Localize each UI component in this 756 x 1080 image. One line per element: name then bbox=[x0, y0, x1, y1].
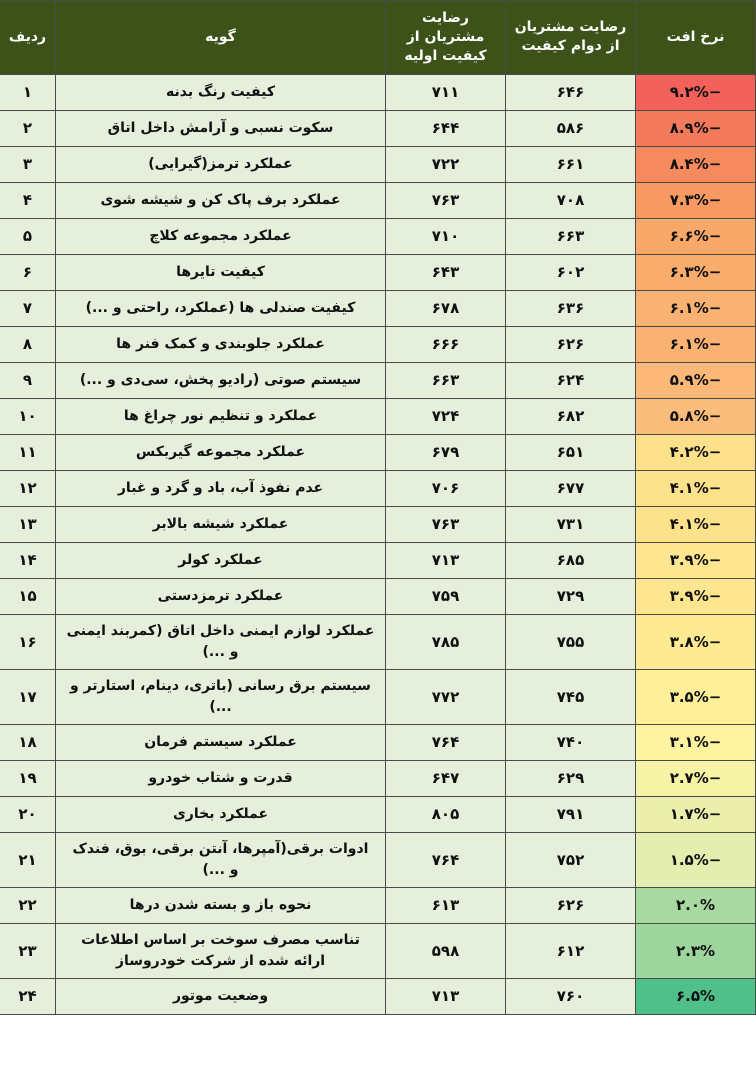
cell-satisfaction-initial: ۶۷۸ bbox=[386, 290, 506, 326]
cell-guye: عملکرد ترمزدستی bbox=[56, 578, 386, 614]
cell-drop-rate: ۲.۰% bbox=[636, 887, 756, 923]
table-row bbox=[0, 74, 756, 110]
table-row bbox=[0, 218, 756, 254]
cell-radif: ۱۷ bbox=[0, 669, 56, 724]
cell-drop-rate: −۸.۴% bbox=[636, 146, 756, 182]
header-satisfaction-initial: رضایت مشتریان از کیفیت اولیه bbox=[386, 1, 506, 75]
cell-drop-rate: −۳.۹% bbox=[636, 542, 756, 578]
table-row bbox=[0, 614, 756, 669]
cell-drop-rate: −۳.۸% bbox=[636, 614, 756, 669]
cell-satisfaction-durability: ۶۰۲ bbox=[506, 254, 636, 290]
cell-drop-rate: −۶.۶% bbox=[636, 218, 756, 254]
cell-guye: عملکرد لوازم ایمنی داخل اتاق (کمربند ایمنی و ...) bbox=[56, 614, 386, 669]
cell-radif: ۲۳ bbox=[0, 923, 56, 978]
cell-radif: ۹ bbox=[0, 362, 56, 398]
cell-satisfaction-durability: ۷۳۱ bbox=[506, 506, 636, 542]
cell-drop-rate: −۴.۲% bbox=[636, 434, 756, 470]
cell-guye: عملکرد جلوبندی و کمک فنر ها bbox=[56, 326, 386, 362]
table-row bbox=[0, 760, 756, 796]
cell-radif: ۱۹ bbox=[0, 760, 56, 796]
table-row bbox=[0, 724, 756, 760]
cell-satisfaction-initial: ۶۴۷ bbox=[386, 760, 506, 796]
cell-satisfaction-durability: ۶۶۱ bbox=[506, 146, 636, 182]
cell-satisfaction-durability: ۶۳۶ bbox=[506, 290, 636, 326]
cell-satisfaction-initial: ۷۰۶ bbox=[386, 470, 506, 506]
cell-radif: ۷ bbox=[0, 290, 56, 326]
cell-drop-rate: −۲.۷% bbox=[636, 760, 756, 796]
cell-satisfaction-initial: ۶۶۶ bbox=[386, 326, 506, 362]
cell-satisfaction-initial: ۷۲۲ bbox=[386, 146, 506, 182]
cell-drop-rate: −۱.۵% bbox=[636, 832, 756, 887]
table-row bbox=[0, 434, 756, 470]
cell-drop-rate: −۱.۷% bbox=[636, 796, 756, 832]
table-header bbox=[0, 1, 756, 75]
cell-radif: ۱ bbox=[0, 74, 56, 110]
table-row bbox=[0, 110, 756, 146]
cell-guye: عملکرد ترمز(گیرایی) bbox=[56, 146, 386, 182]
table-row bbox=[0, 362, 756, 398]
table-body bbox=[0, 74, 756, 1014]
cell-guye: ادوات برقی(آمپرها، آنتن برقی، بوق، فندک و ...) bbox=[56, 832, 386, 887]
cell-drop-rate: −۶.۱% bbox=[636, 290, 756, 326]
cell-guye: سیستم صوتی (رادیو پخش، سی‌دی و ...) bbox=[56, 362, 386, 398]
cell-guye: قدرت و شتاب خودرو bbox=[56, 760, 386, 796]
cell-satisfaction-durability: ۶۱۲ bbox=[506, 923, 636, 978]
cell-guye: عملکرد کولر bbox=[56, 542, 386, 578]
cell-guye: عملکرد بخاری bbox=[56, 796, 386, 832]
cell-satisfaction-durability: ۶۲۹ bbox=[506, 760, 636, 796]
cell-drop-rate: −۵.۸% bbox=[636, 398, 756, 434]
cell-radif: ۱۱ bbox=[0, 434, 56, 470]
cell-guye: عدم نفوذ آب، باد و گرد و غبار bbox=[56, 470, 386, 506]
cell-satisfaction-initial: ۸۰۵ bbox=[386, 796, 506, 832]
cell-satisfaction-durability: ۶۲۶ bbox=[506, 326, 636, 362]
cell-drop-rate: ۲.۳% bbox=[636, 923, 756, 978]
cell-satisfaction-durability: ۶۷۷ bbox=[506, 470, 636, 506]
cell-satisfaction-initial: ۶۷۹ bbox=[386, 434, 506, 470]
cell-drop-rate: −۳.۹% bbox=[636, 578, 756, 614]
cell-satisfaction-initial: ۷۸۵ bbox=[386, 614, 506, 669]
table-row bbox=[0, 923, 756, 978]
cell-drop-rate: −۳.۵% bbox=[636, 669, 756, 724]
cell-drop-rate: −۳.۱% bbox=[636, 724, 756, 760]
cell-satisfaction-durability: ۶۴۶ bbox=[506, 74, 636, 110]
table-row bbox=[0, 326, 756, 362]
table-row bbox=[0, 254, 756, 290]
table-row bbox=[0, 832, 756, 887]
cell-radif: ۱۳ bbox=[0, 506, 56, 542]
cell-satisfaction-durability: ۷۰۸ bbox=[506, 182, 636, 218]
table-row bbox=[0, 290, 756, 326]
table-row bbox=[0, 146, 756, 182]
table-row bbox=[0, 542, 756, 578]
cell-satisfaction-durability: ۷۵۵ bbox=[506, 614, 636, 669]
cell-satisfaction-initial: ۶۴۳ bbox=[386, 254, 506, 290]
header-guye: گویه bbox=[56, 1, 386, 75]
table-row bbox=[0, 887, 756, 923]
cell-drop-rate: −۹.۲% bbox=[636, 74, 756, 110]
cell-drop-rate: −۷.۳% bbox=[636, 182, 756, 218]
cell-satisfaction-durability: ۷۹۱ bbox=[506, 796, 636, 832]
cell-radif: ۲۱ bbox=[0, 832, 56, 887]
cell-satisfaction-initial: ۷۷۲ bbox=[386, 669, 506, 724]
cell-satisfaction-initial: ۷۶۳ bbox=[386, 506, 506, 542]
cell-radif: ۶ bbox=[0, 254, 56, 290]
cell-guye: تناسب مصرف سوخت بر اساس اطلاعات ارائه شده از شرکت خودروساز bbox=[56, 923, 386, 978]
cell-drop-rate: −۶.۱% bbox=[636, 326, 756, 362]
cell-satisfaction-initial: ۷۱۱ bbox=[386, 74, 506, 110]
header-radif: ردیف bbox=[0, 1, 56, 75]
cell-satisfaction-initial: ۶۱۳ bbox=[386, 887, 506, 923]
cell-satisfaction-durability: ۷۴۰ bbox=[506, 724, 636, 760]
cell-radif: ۱۶ bbox=[0, 614, 56, 669]
cell-guye: عملکرد سیستم فرمان bbox=[56, 724, 386, 760]
cell-satisfaction-durability: ۶۶۳ bbox=[506, 218, 636, 254]
table-row bbox=[0, 669, 756, 724]
table-row bbox=[0, 978, 756, 1014]
cell-satisfaction-initial: ۶۶۳ bbox=[386, 362, 506, 398]
cell-radif: ۱۰ bbox=[0, 398, 56, 434]
cell-drop-rate: −۵.۹% bbox=[636, 362, 756, 398]
cell-guye: سیستم برق رسانی (باتری، دینام، استارتر و ...) bbox=[56, 669, 386, 724]
table-row bbox=[0, 470, 756, 506]
cell-drop-rate: −۸.۹% bbox=[636, 110, 756, 146]
cell-radif: ۲ bbox=[0, 110, 56, 146]
cell-satisfaction-initial: ۷۱۳ bbox=[386, 978, 506, 1014]
cell-guye: وضعیت موتور bbox=[56, 978, 386, 1014]
table-row bbox=[0, 182, 756, 218]
cell-satisfaction-durability: ۶۸۵ bbox=[506, 542, 636, 578]
cell-guye: سکوت نسبی و آرامش داخل اتاق bbox=[56, 110, 386, 146]
cell-guye: عملکرد برف پاک کن و شیشه شوی bbox=[56, 182, 386, 218]
cell-radif: ۱۸ bbox=[0, 724, 56, 760]
cell-satisfaction-durability: ۷۲۹ bbox=[506, 578, 636, 614]
cell-guye: نحوه باز و بسته شدن درها bbox=[56, 887, 386, 923]
cell-radif: ۱۲ bbox=[0, 470, 56, 506]
cell-drop-rate: −۴.۱% bbox=[636, 506, 756, 542]
cell-satisfaction-durability: ۷۴۵ bbox=[506, 669, 636, 724]
cell-radif: ۲۲ bbox=[0, 887, 56, 923]
cell-drop-rate: ۶.۵% bbox=[636, 978, 756, 1014]
table-row bbox=[0, 796, 756, 832]
cell-satisfaction-initial: ۷۶۳ bbox=[386, 182, 506, 218]
cell-satisfaction-durability: ۷۵۲ bbox=[506, 832, 636, 887]
table-row bbox=[0, 398, 756, 434]
cell-satisfaction-durability: ۶۸۲ bbox=[506, 398, 636, 434]
cell-drop-rate: −۴.۱% bbox=[636, 470, 756, 506]
cell-satisfaction-durability: ۷۶۰ bbox=[506, 978, 636, 1014]
cell-radif: ۲۰ bbox=[0, 796, 56, 832]
cell-radif: ۸ bbox=[0, 326, 56, 362]
cell-guye: کیفیت صندلی ها (عملکرد، راحتی و ...) bbox=[56, 290, 386, 326]
header-drop-rate: نرخ افت bbox=[636, 1, 756, 75]
cell-satisfaction-initial: ۷۶۴ bbox=[386, 832, 506, 887]
cell-satisfaction-durability: ۶۲۶ bbox=[506, 887, 636, 923]
cell-satisfaction-durability: ۶۲۴ bbox=[506, 362, 636, 398]
header-row bbox=[0, 1, 756, 75]
table-row bbox=[0, 506, 756, 542]
cell-satisfaction-initial: ۵۹۸ bbox=[386, 923, 506, 978]
cell-satisfaction-initial: ۷۵۹ bbox=[386, 578, 506, 614]
cell-satisfaction-initial: ۶۴۴ bbox=[386, 110, 506, 146]
cell-satisfaction-initial: ۷۱۰ bbox=[386, 218, 506, 254]
cell-radif: ۱۵ bbox=[0, 578, 56, 614]
cell-satisfaction-durability: ۶۵۱ bbox=[506, 434, 636, 470]
cell-satisfaction-durability: ۵۸۶ bbox=[506, 110, 636, 146]
cell-radif: ۱۴ bbox=[0, 542, 56, 578]
cell-guye: عملکرد مجموعه کلاچ bbox=[56, 218, 386, 254]
cell-satisfaction-initial: ۷۶۴ bbox=[386, 724, 506, 760]
cell-guye: عملکرد شیشه بالابر bbox=[56, 506, 386, 542]
cell-radif: ۳ bbox=[0, 146, 56, 182]
cell-guye: عملکرد و تنظیم نور چراغ ها bbox=[56, 398, 386, 434]
cell-guye: عملکرد مجموعه گیربکس bbox=[56, 434, 386, 470]
cell-drop-rate: −۶.۳% bbox=[636, 254, 756, 290]
cell-guye: کیفیت رنگ بدنه bbox=[56, 74, 386, 110]
header-satisfaction-durability: رضایت مشتریان از دوام کیفیت bbox=[506, 1, 636, 75]
table-row bbox=[0, 578, 756, 614]
cell-radif: ۲۴ bbox=[0, 978, 56, 1014]
cell-satisfaction-initial: ۷۱۳ bbox=[386, 542, 506, 578]
cell-satisfaction-initial: ۷۲۴ bbox=[386, 398, 506, 434]
cell-radif: ۴ bbox=[0, 182, 56, 218]
cell-guye: کیفیت تایرها bbox=[56, 254, 386, 290]
cell-radif: ۵ bbox=[0, 218, 56, 254]
